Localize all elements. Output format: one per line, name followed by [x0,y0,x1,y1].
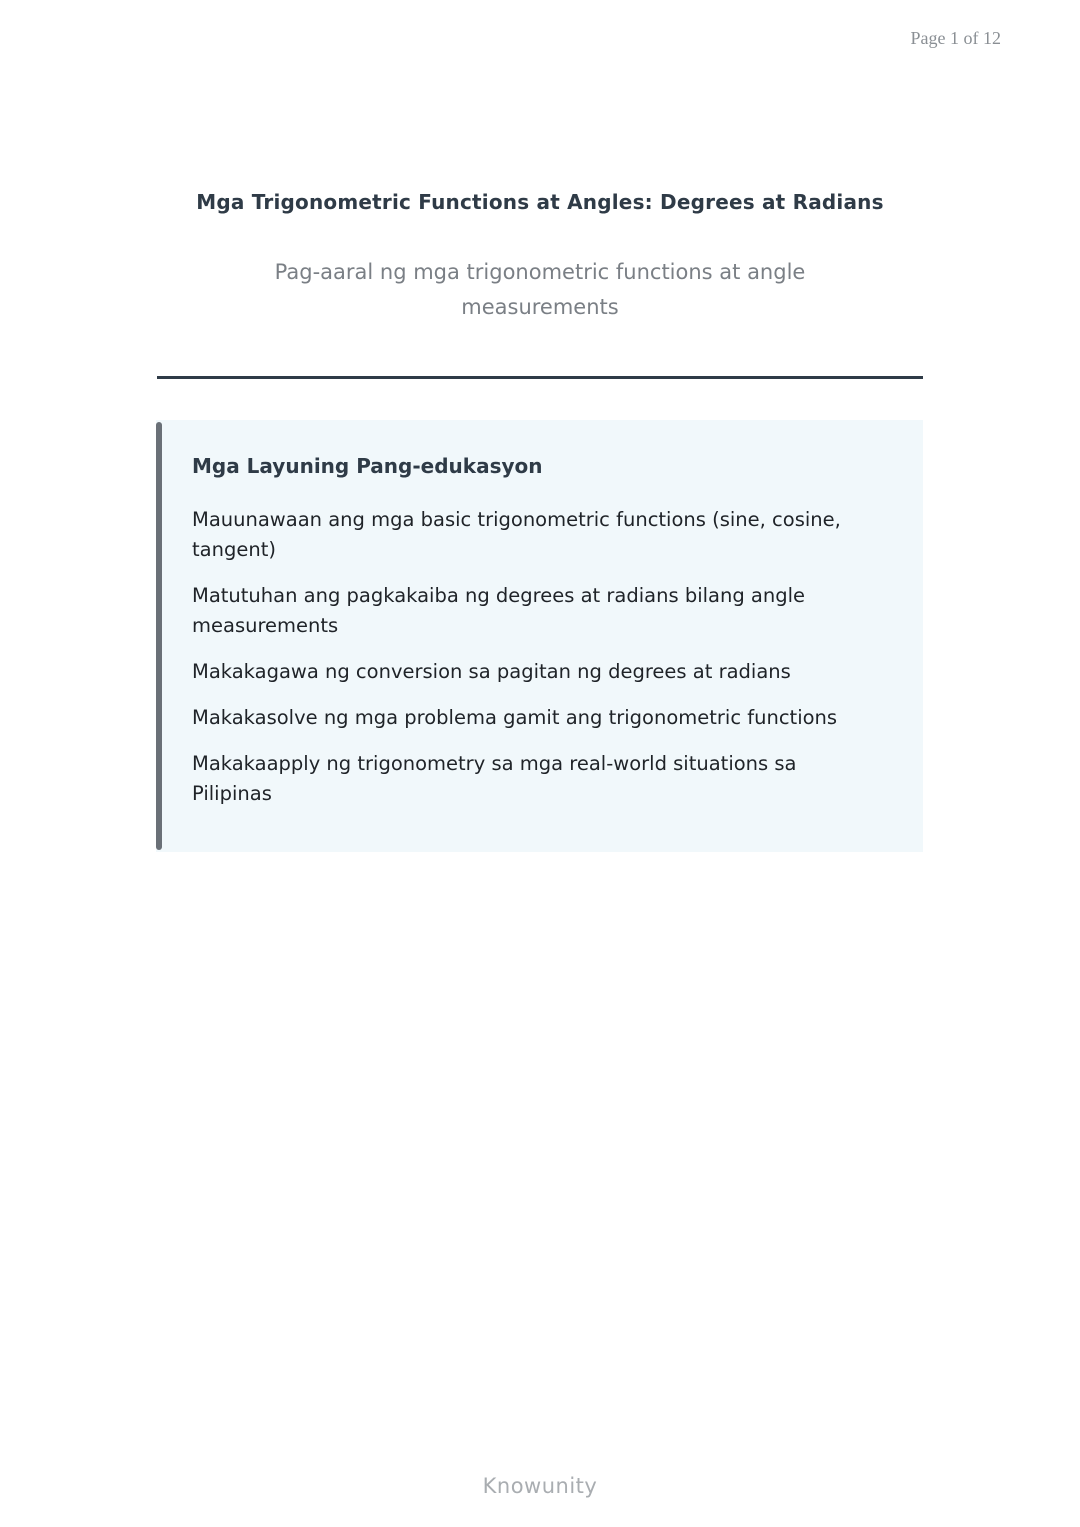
objective-item: Makakagawa ng conversion sa pagitan ng degrees at radians [192,660,791,683]
objective-item: Makakasolve ng mga problema gamit ang trigonometric functions [192,706,838,729]
objectives-list [192,505,882,825]
objective-item: Matutuhan ang pagkakaiba ng degrees at radians bilang angle measurements [192,584,806,637]
page-number: Page 1 of 12 [910,28,1001,48]
objectives-heading: Mga Layuning Pang-edukasyon [192,454,543,478]
objectives-accent-bar [156,422,162,850]
document-subtitle: Pag-aaral ng mga trigonometric functions at angle measurements [274,260,806,319]
document-title: Mga Trigonometric Functions at Angles: Degrees at Radians [196,190,884,214]
title-divider [157,376,923,379]
objective-item: Mauunawaan ang mga basic trigonometric functions (sine, cosine, tangent) [192,508,841,561]
footer-brand: Knowunity [482,1474,598,1498]
objective-item: Makakaapply ng trigonometry sa mga real-world situations sa Pilipinas [192,752,797,805]
objectives-box [156,420,923,852]
